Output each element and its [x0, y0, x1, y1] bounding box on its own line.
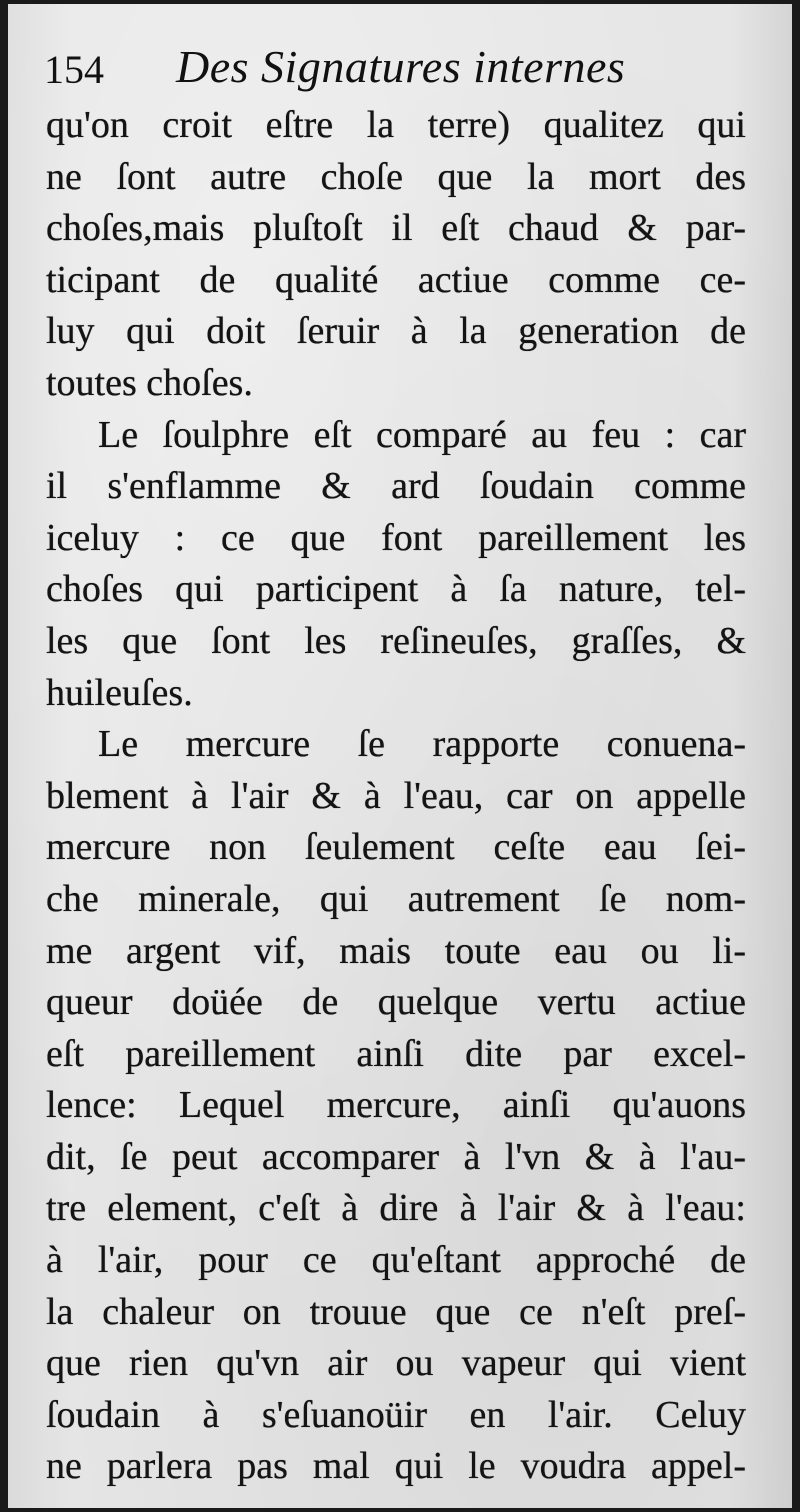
text-line: la chaleur on trouue que ce n'eſt preſ-	[46, 1290, 746, 1333]
text-line: que rien qu'vn air ou vapeur qui vient	[46, 1342, 746, 1385]
text-line: Le ſoulphre eſt comparé au feu : car	[98, 413, 746, 456]
running-head: Des Signatures internes	[176, 41, 626, 92]
text-line: Le mercure ſe rapporte conuena-	[98, 723, 746, 766]
paragraph	[46, 719, 746, 1493]
text-line: toutes choſes.	[46, 361, 253, 404]
book-page	[8, 4, 792, 1508]
text-line: ne ſont autre choſe que la mort des	[46, 155, 746, 198]
text-line: choſes qui participent à ſa nature, tel-	[46, 568, 746, 611]
page-number: 154	[44, 47, 104, 92]
text-line: huileuſes.	[46, 671, 193, 714]
text-line: qu'on croit eſtre la terre) qualitez qui	[46, 104, 746, 146]
paragraph	[46, 410, 746, 720]
text-line: choſes,mais pluſtoſt il eſt chaud & par-	[46, 207, 746, 250]
text-line: iceluy : ce que font pareillement les	[46, 516, 746, 559]
text-line: lence: Lequel mercure, ainſi qu'auons	[46, 1084, 746, 1127]
text-line: eſt pareillement ainſi dite par excel-	[46, 1032, 746, 1075]
text-line: ſoudain à s'eſuanoüir en l'air. Celuy	[46, 1393, 746, 1436]
text-line: luy qui doit ſeruir à la generation de	[46, 310, 746, 353]
text-line: me argent vif, mais toute eau ou li-	[46, 929, 746, 972]
body-text	[46, 100, 746, 1493]
text-line: tre element, c'eſt à dire à l'air & à l'eau:	[46, 1187, 746, 1230]
text-line: queur doüée de quelque vertu actiue	[46, 981, 746, 1024]
text-line: il s'enflamme & ard ſoudain comme	[46, 465, 746, 508]
text-line: mercure non ſeulement ceſte eau ſei-	[46, 826, 746, 869]
paragraph	[46, 100, 746, 410]
text-line: à l'air, pour ce qu'eſtant approché de	[46, 1239, 746, 1282]
text-line: ticipant de qualité actiue comme ce-	[46, 258, 746, 301]
text-line: ne parlera pas mal qui le voudra appel-	[46, 1445, 746, 1488]
text-line: che minerale, qui autrement ſe nom-	[46, 877, 746, 920]
text-line: dit, ſe peut accomparer à l'vn & à l'au-	[46, 1135, 746, 1178]
text-line: les que ſont les reſineuſes, graſſes, &	[46, 619, 746, 662]
text-line: blement à l'air & à l'eau, car on appelle	[46, 774, 746, 817]
page-header	[38, 34, 778, 104]
